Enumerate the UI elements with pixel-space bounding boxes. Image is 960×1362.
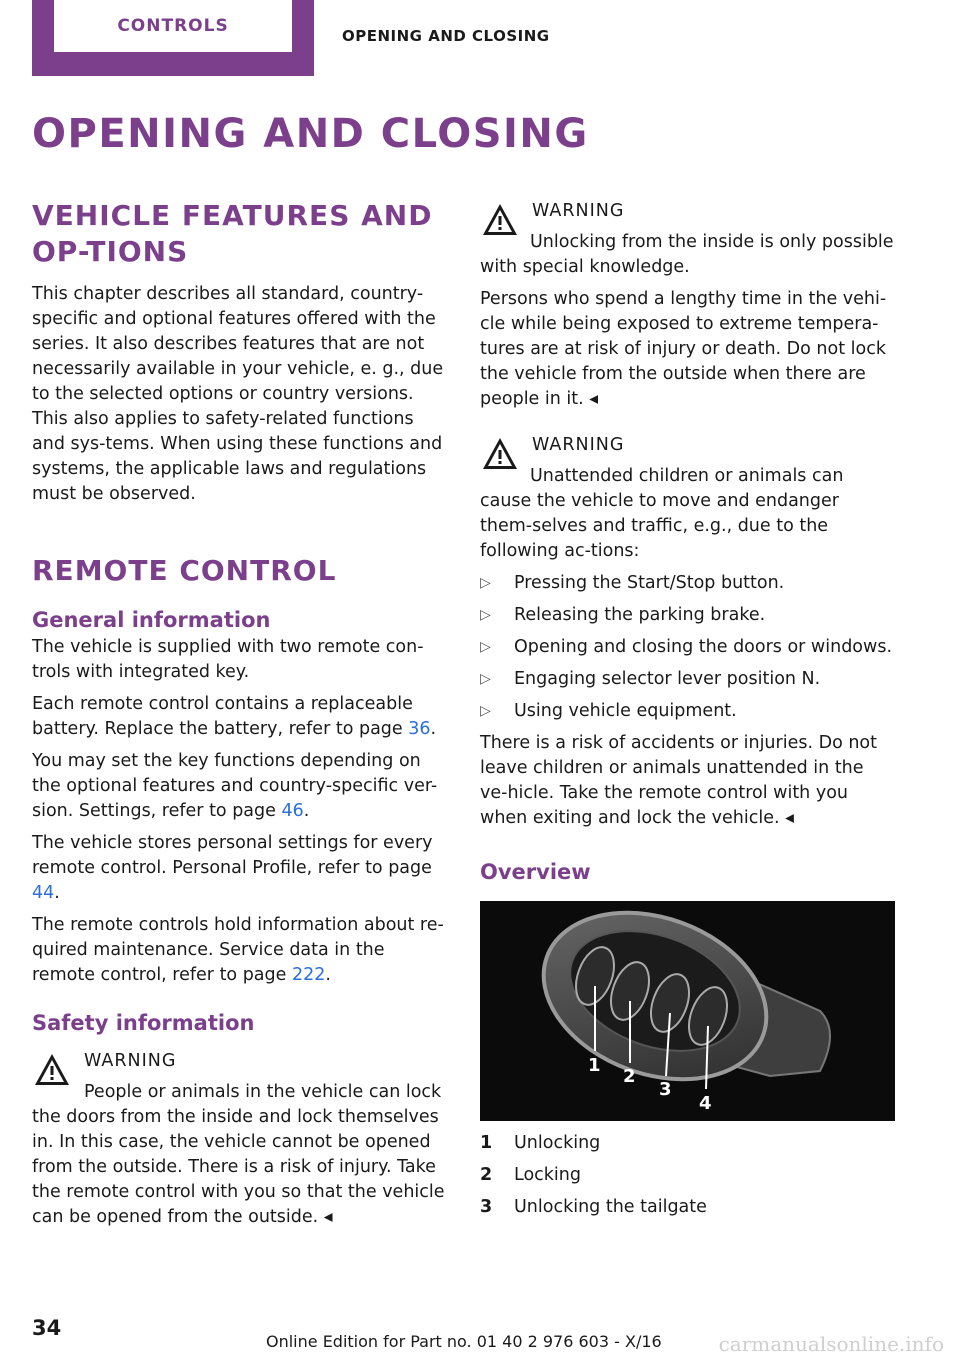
warning-heading: WARNING [532,435,625,455]
paragraph-general-1: The vehicle is supplied with two remote con-trols with integrated key. [32,637,424,682]
heading-general-information: General information [32,608,271,632]
triangle-bullet-icon: ▷ [480,703,491,719]
paragraph-general-4: The vehicle stores personal settings for every remote control. Personal Profile, refer to page 44. [32,833,433,903]
warning-icon [480,200,520,240]
callout-3: 3 [659,1079,672,1100]
list-item: ▷ Engaging selector lever position N. [480,667,896,692]
warning-heading: WARNING [532,201,625,221]
list-item: 3 Unlocking the tailgate [480,1197,707,1217]
callout-1: 1 [588,1055,601,1076]
watermark: carmanualsonline.info [718,1332,944,1356]
warning-text-3a: Unattended children or animals can cause the vehicle to move and endanger them-selves and traffic, e.g., due to the following ac-tions: [480,466,844,561]
callout-2: 2 [623,1066,636,1087]
overview-legend [480,1131,896,1220]
paragraph-vehicle-features: This chapter describes all standard, country-specific and optional features offered with the series. It also describes features that are not necessarily available in your vehicle, e. g., due to the selected options or country versions. This also applies to safety-related functions and sys-tems. When using these functions and systems, the applicable laws and regulations must be observed. [32,284,444,504]
heading-remote-control: REMOTE CONTROL [32,554,337,587]
warning-text-3b: There is a risk of accidents or injuries. Do not leave children or animals unattended in the ve-hicle. Take the remote control with you when exiting and lock the vehicle. ◂ [480,733,877,828]
warning-heading: WARNING [84,1051,177,1071]
warning-text-2a: Unlocking from the inside is only possible with special knowledge. [480,232,894,277]
section-tab[interactable]: OPENING AND CLOSING [342,27,550,45]
list-item: 1 Unlocking [480,1133,601,1153]
triangle-bullet-icon: ▷ [480,607,491,623]
page-link-222[interactable]: 222 [291,965,326,985]
warning-text: People or animals in the vehicle can lock the doors from the inside and lock themselves in. In this case, the vehicle cannot be opened from the outside. There is a risk of injury. Take the remote control with you so that the vehicle can be opened from the outside. ◂ [32,1082,445,1227]
list-item: ▷ Pressing the Start/Stop button. [480,571,896,596]
warning-icon [480,434,520,474]
paragraph-general-5: The remote controls hold information about re-quired maintenance. Service data in the remote control, refer to page 222. [32,915,444,985]
page-title: OPENING AND CLOSING [32,111,589,157]
page-link-46[interactable]: 46 [281,801,304,821]
warning-block-3 [480,432,896,458]
page-link-44[interactable]: 44 [32,883,55,903]
warning-text-2b: Persons who spend a lengthy time in the vehi-cle while being exposed to extreme tempera-tures are at risk of injury or death. Do not lock the vehicle from the outside when there are people in it. ◂ [480,289,887,409]
list-item: 2 Locking [480,1165,581,1185]
remote-key-illustration [480,901,895,1121]
chapter-tab[interactable] [32,0,314,76]
paragraph-general-3: You may set the key functions depending on the optional features and country-specific ver-sion. Settings, refer to page 46. [32,751,438,821]
left-column [32,198,448,1237]
warning-icon [32,1050,72,1090]
page-link-36[interactable]: 36 [408,719,431,739]
warning-block-1 [32,1048,448,1230]
edition-footer: Online Edition for Part no. 01 40 2 976 603 - X/16 [266,1332,662,1351]
heading-overview: Overview [480,860,591,884]
heading-vehicle-features: VEHICLE FEATURES AND OP-TIONS [32,199,433,268]
right-column [480,198,896,1227]
list-item: ▷ Using vehicle equipment. [480,699,896,724]
list-item: ▷ Opening and closing the doors or windows. [480,635,896,660]
triangle-bullet-icon: ▷ [480,575,491,591]
warning-block-2 [480,198,896,224]
triangle-bullet-icon: ▷ [480,639,491,655]
list-item: ▷ Releasing the parking brake. [480,603,896,628]
remote-key-image [480,901,895,1121]
heading-safety-information: Safety information [32,1011,255,1035]
warning-bullet-list [480,571,896,724]
paragraph-general-2: Each remote control contains a replaceable battery. Replace the battery, refer to page 36. [32,694,437,739]
triangle-bullet-icon: ▷ [480,671,491,687]
chapter-tab-label: CONTROLS [54,0,292,52]
page-number: 34 [32,1316,62,1340]
callout-4: 4 [699,1093,712,1114]
